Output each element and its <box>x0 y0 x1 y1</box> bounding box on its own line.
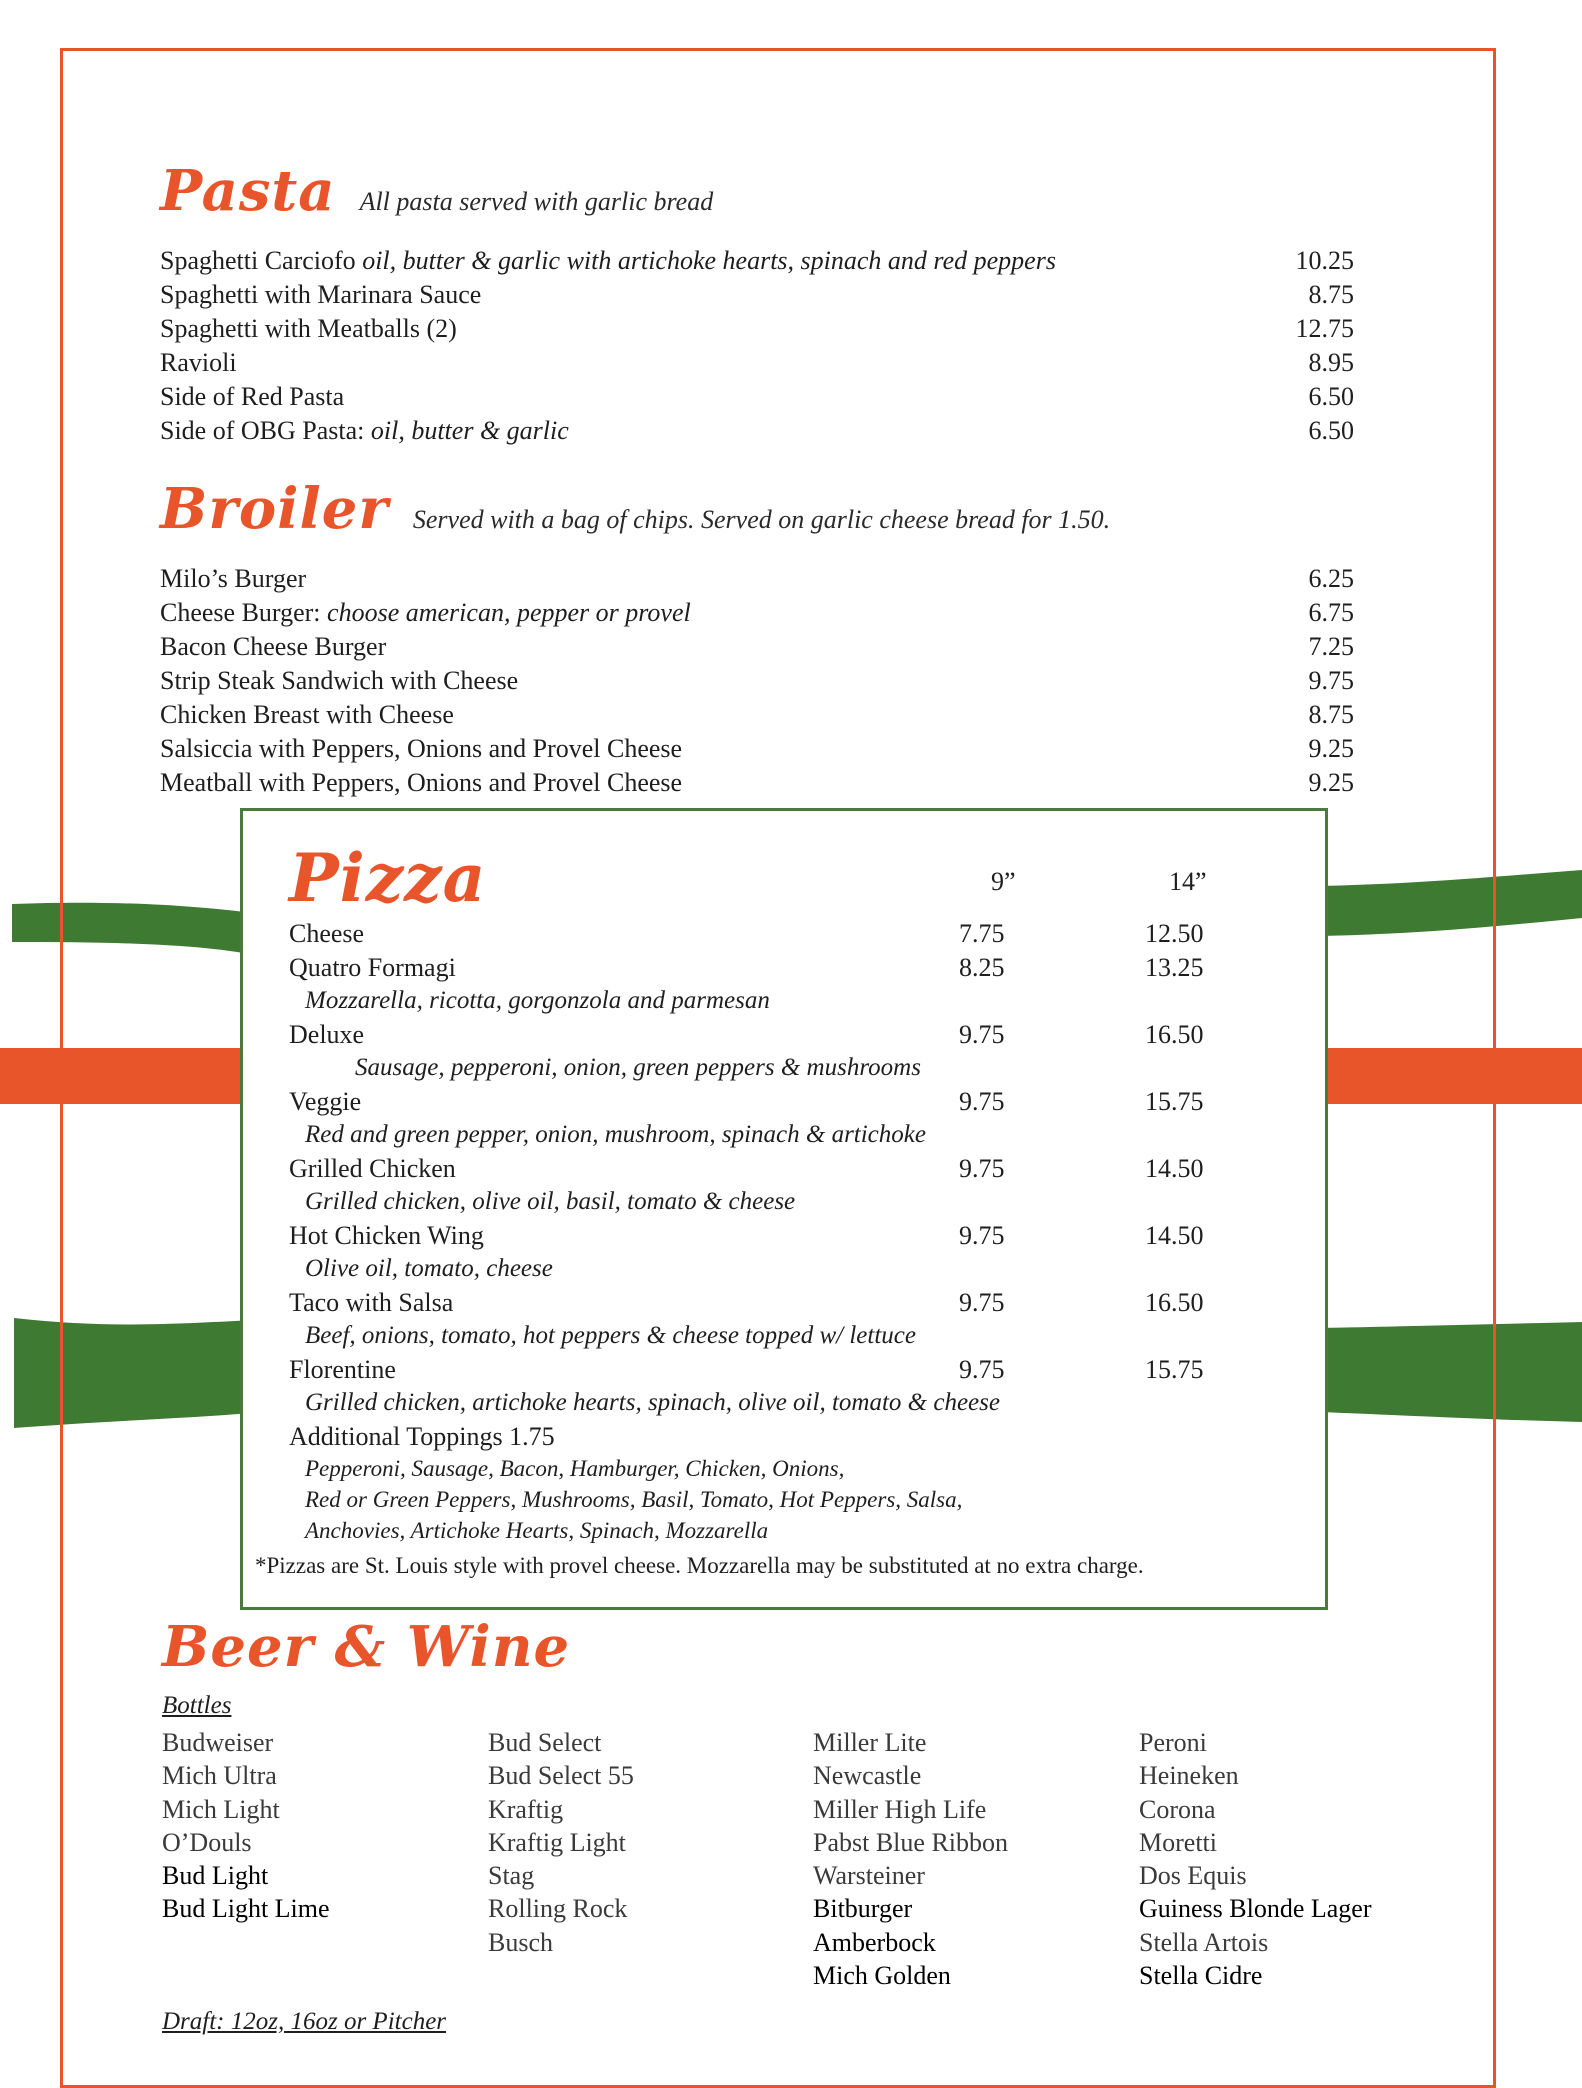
pizza-row: Cheese 7.75 12.50 <box>289 919 1204 948</box>
list-item: Moretti <box>1139 1827 1217 1857</box>
list-item: Side of OBG Pasta: oil, butter & garlic 6.50 <box>160 416 1354 445</box>
pizza-desc: Olive oil, tomato, cheese <box>305 1255 553 1282</box>
list-item: Bud Select <box>488 1728 602 1757</box>
pizza-row: Florentine 9.75 15.75 <box>289 1354 1204 1384</box>
pizza-footnote: *Pizzas are St. Louis style with provel cheese. Mozzarella may be substituted at no extra charge. <box>255 1553 1144 1578</box>
list-item: Mich Ultra <box>162 1761 277 1791</box>
broiler-title: Broiler <box>160 476 389 542</box>
list-item: Dos Equis <box>1139 1861 1247 1891</box>
additional-toppings-label: Additional Toppings 1.75 <box>289 1421 555 1451</box>
list-item: Newcastle <box>813 1761 922 1791</box>
pizza-desc: Red and green pepper, onion, mushroom, spinach & artichoke <box>305 1121 926 1148</box>
list-item: Bitburger <box>813 1894 913 1924</box>
broiler-note: Served with a bag of chips. Served on garlic cheese bread for 1.50. <box>412 505 1111 534</box>
toppings-line: Red or Green Peppers, Mushrooms, Basil, Tomato, Hot Peppers, Salsa, <box>305 1487 963 1512</box>
beer-column-4 <box>1139 1726 1372 1992</box>
list-item: Milo’s Burger 6.25 <box>160 564 1354 593</box>
pizza-desc: Grilled chicken, olive oil, basil, tomato & cheese <box>305 1188 796 1215</box>
beer-column-2 <box>488 1726 634 1959</box>
toppings-line: Anchovies, Artichoke Hearts, Spinach, Mozzarella <box>305 1518 769 1543</box>
list-item: Miller Lite <box>813 1728 927 1757</box>
list-item: Spaghetti with Meatballs (2) 12.75 <box>160 314 1354 343</box>
list-item: Budweiser <box>162 1728 274 1757</box>
list-item: Spaghetti Carciofo oil, butter & garlic with artichoke hearts, spinach and red peppers 10.25 <box>160 246 1354 275</box>
list-item: Corona <box>1139 1794 1216 1824</box>
list-item: O’Douls <box>162 1827 252 1857</box>
pizza-desc: Beef, onions, tomato, hot peppers & cheese topped w/ lettuce <box>305 1322 916 1349</box>
pasta-note: All pasta served with garlic bread <box>359 187 714 216</box>
list-item: Mich Golden <box>813 1961 951 1991</box>
list-item: Busch <box>488 1927 553 1957</box>
list-item: Chicken Breast with Cheese 8.75 <box>160 700 1354 729</box>
list-item: Stella Artois <box>1139 1927 1269 1957</box>
pizza-row: Taco with Salsa 9.75 16.50 <box>289 1287 1204 1317</box>
size-14-header: 14” <box>1169 867 1207 896</box>
pizza-list <box>289 917 1289 1546</box>
list-item: Meatball with Peppers, Onions and Provel Cheese 9.25 <box>160 768 1354 797</box>
list-item: Spaghetti with Marinara Sauce 8.75 <box>160 280 1354 309</box>
broiler-header <box>160 476 1110 542</box>
list-item: Peroni <box>1139 1728 1207 1757</box>
list-item: Warsteiner <box>813 1861 925 1891</box>
list-item: Amberbock <box>813 1927 936 1957</box>
pizza-desc: Sausage, pepperoni, onion, green peppers & mushrooms <box>355 1054 921 1081</box>
beer-wine-title: Beer & Wine <box>162 1614 571 1680</box>
list-item: Ravioli 8.95 <box>160 348 1354 377</box>
pasta-header <box>160 158 713 224</box>
list-item: Stella Cidre <box>1139 1961 1263 1991</box>
pasta-list <box>160 244 1354 448</box>
pizza-row: Veggie 9.75 15.75 <box>289 1086 1204 1116</box>
list-item: Bacon Cheese Burger 7.25 <box>160 632 1354 661</box>
broiler-list <box>160 562 1354 800</box>
list-item: Bud Light Lime <box>162 1894 330 1924</box>
list-item: Stag <box>488 1861 535 1891</box>
list-item: Bud Light <box>162 1861 269 1891</box>
pasta-title: Pasta <box>160 158 336 224</box>
list-item: Kraftig <box>488 1794 564 1824</box>
list-item: Side of Red Pasta 6.50 <box>160 382 1354 411</box>
list-item: Bud Select 55 <box>488 1761 634 1791</box>
pizza-row: Quatro Formagi 8.25 13.25 <box>289 952 1204 982</box>
list-item: Salsiccia with Peppers, Onions and Provel Cheese 9.25 <box>160 734 1354 763</box>
list-item: Miller High Life <box>813 1794 987 1824</box>
draft-label: Draft: 12oz, 16oz or Pitcher <box>162 2008 447 2035</box>
list-item: Kraftig Light <box>488 1827 626 1857</box>
pizza-row: Grilled Chicken 9.75 14.50 <box>289 1153 1204 1183</box>
list-item: Rolling Rock <box>488 1894 628 1924</box>
list-item: Heineken <box>1139 1761 1239 1791</box>
toppings-line: Pepperoni, Sausage, Bacon, Hamburger, Chicken, Onions, <box>305 1456 845 1481</box>
pizza-desc: Grilled chicken, artichoke hearts, spinach, olive oil, tomato & cheese <box>305 1389 1000 1416</box>
size-9-header: 9” <box>991 867 1016 896</box>
list-item: Cheese Burger: choose american, pepper or provel 6.75 <box>160 598 1354 627</box>
list-item: Guiness Blonde Lager <box>1139 1894 1372 1924</box>
pizza-box <box>240 808 1328 1610</box>
beer-column-3 <box>813 1726 1008 1992</box>
list-item: Mich Light <box>162 1794 280 1824</box>
pizza-row: Deluxe 9.75 16.50 <box>289 1019 1204 1049</box>
bottles-label: Bottles <box>162 1692 232 1719</box>
list-item: Pabst Blue Ribbon <box>813 1827 1009 1857</box>
pizza-desc: Mozzarella, ricotta, gorgonzola and parmesan <box>305 987 770 1014</box>
beer-column-1 <box>162 1726 330 1926</box>
list-item: Strip Steak Sandwich with Cheese 9.75 <box>160 666 1354 695</box>
pizza-title: Pizza <box>289 839 487 917</box>
pizza-row: Hot Chicken Wing 9.75 14.50 <box>289 1220 1204 1250</box>
